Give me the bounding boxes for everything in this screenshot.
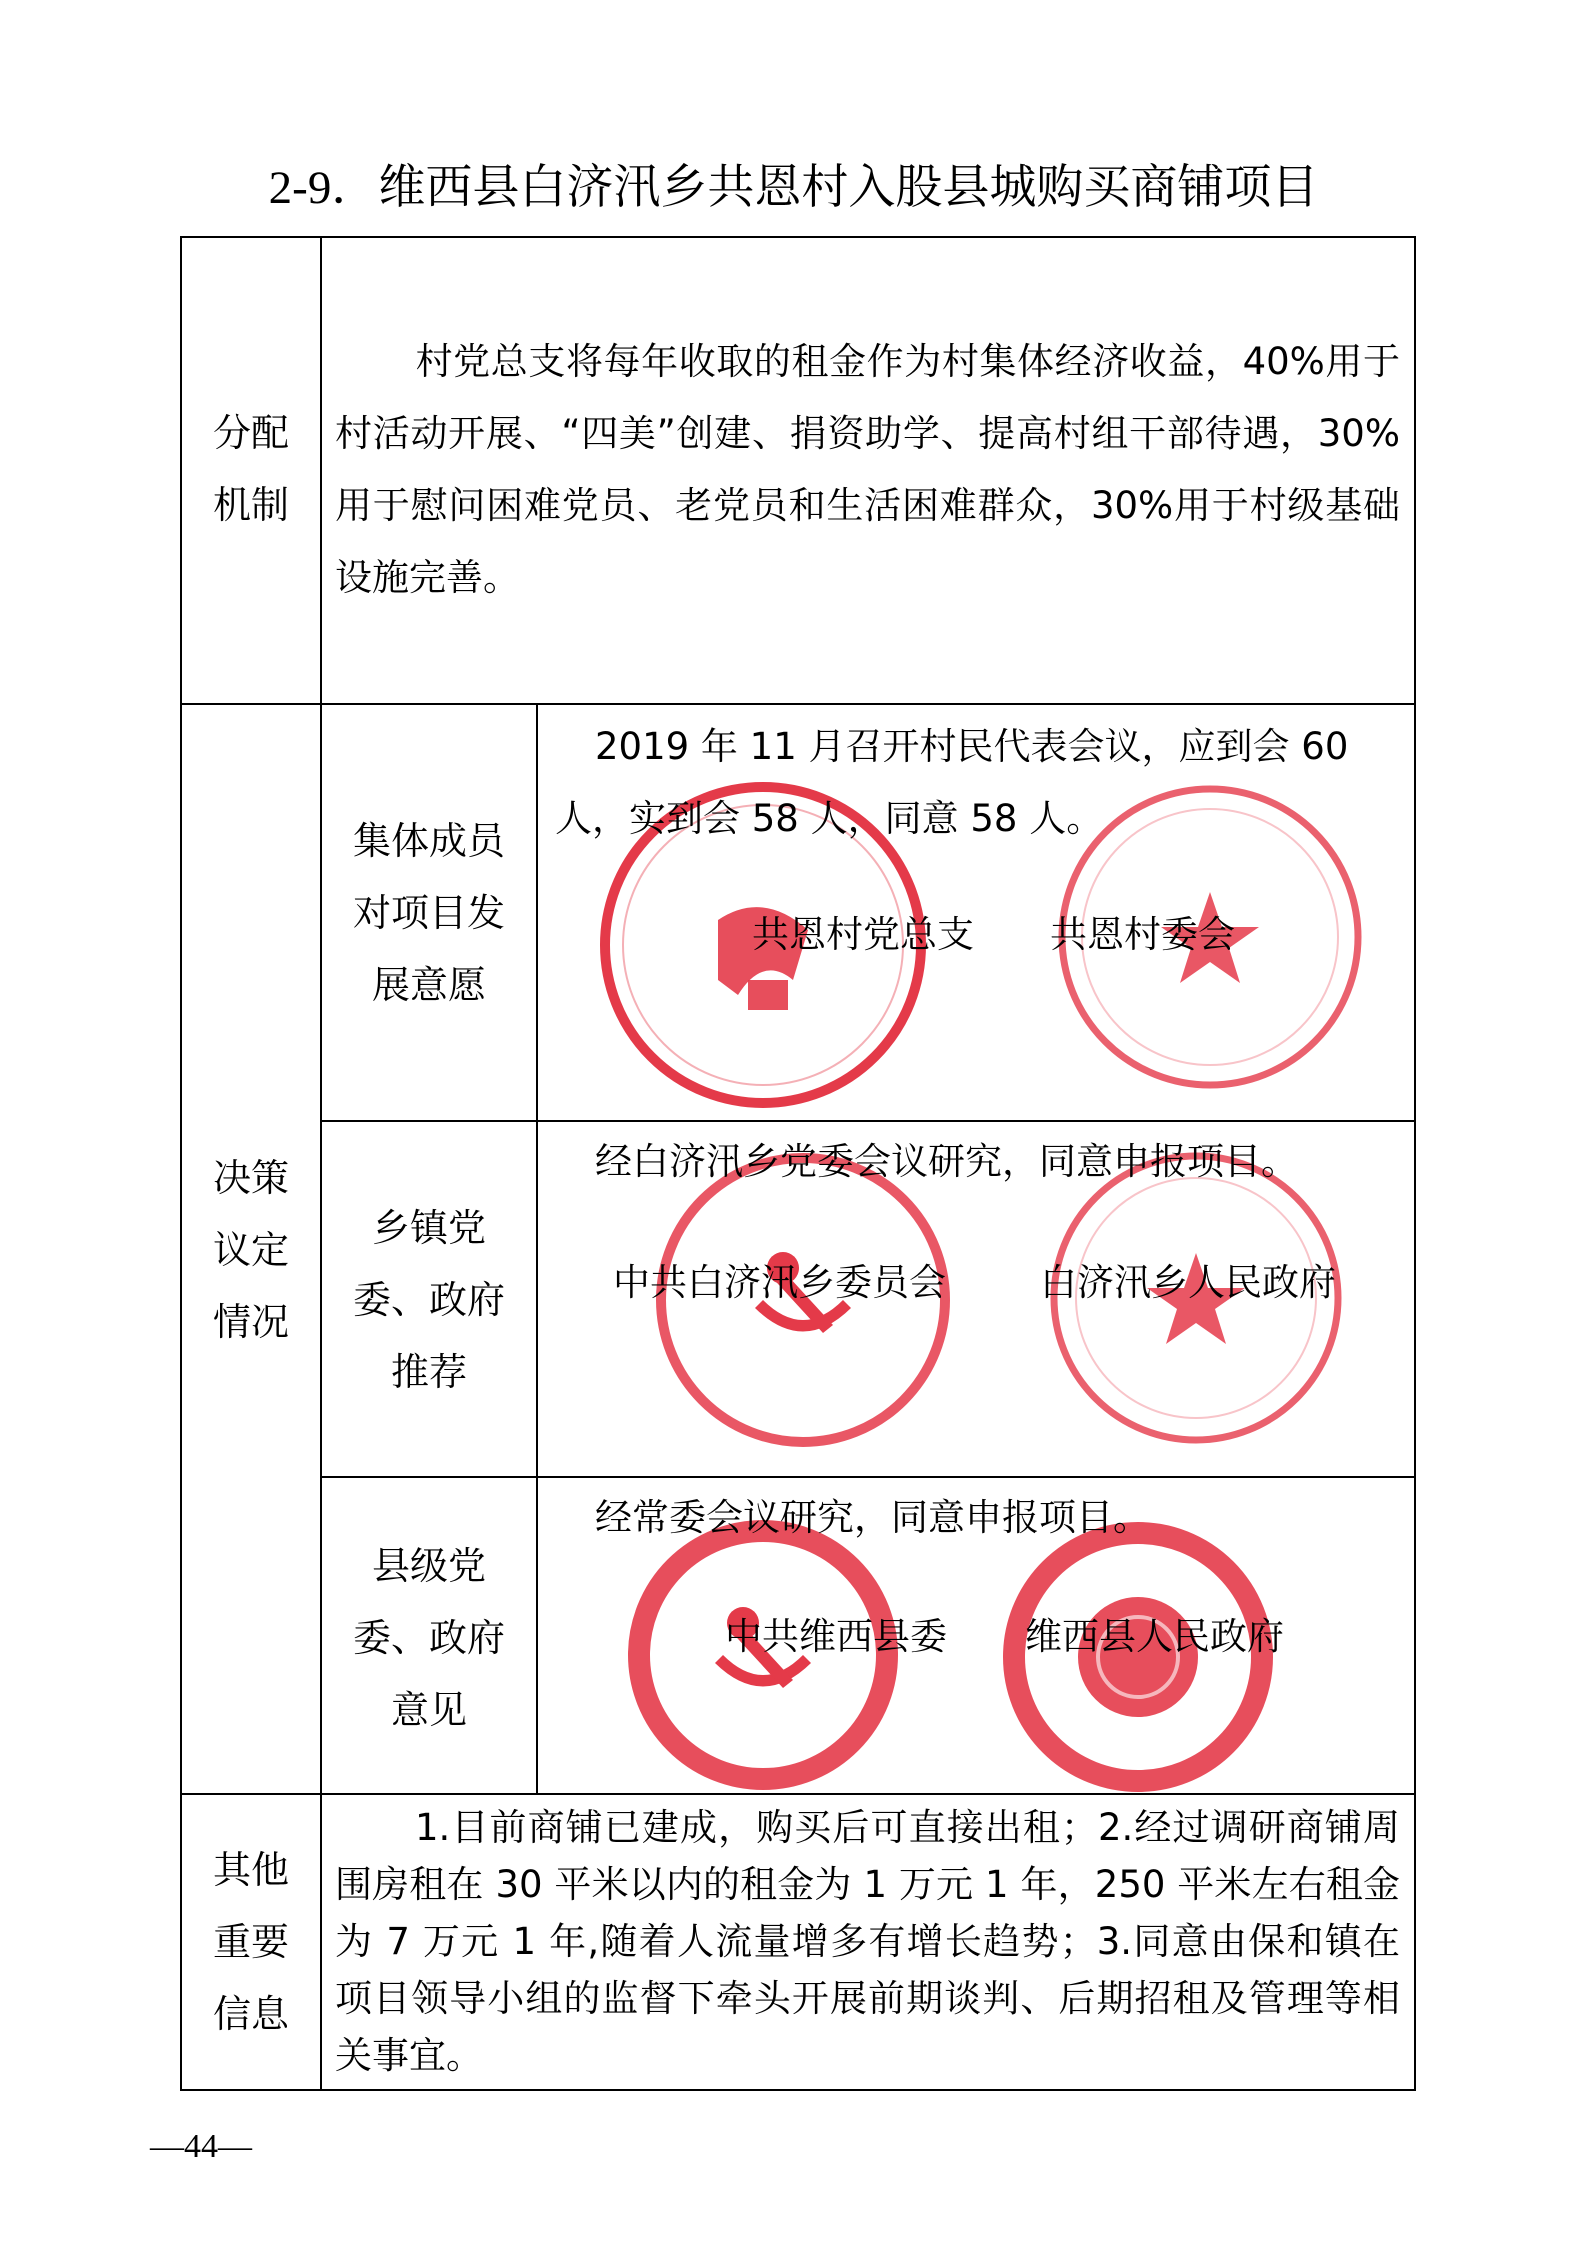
decision-row-1-text: 2019 年 11 月召开村民代表会议，应到会 60 人，实到会 58 人，同意 58 人。 [555, 725, 1349, 840]
decision-row-2-label: 乡镇党 委、政府 推荐 [352, 1206, 505, 1394]
decision-label: 决策 议定 情况 [212, 1156, 289, 1344]
decision-row-3-label: 县级党 委、政府 意见 [352, 1544, 505, 1732]
decision-row-1-label: 集体成员 对项目发 展意愿 [352, 819, 505, 1007]
seal-label-village-committee: 共恩村委会 [1050, 913, 1235, 956]
seal-label-township-government: 白济汛乡人民政府 [1040, 1261, 1336, 1304]
decision-row-2-text: 经白济汛乡党委会议研究，同意申报项目。 [595, 1140, 1298, 1183]
seal-label-county-party: 中共维西县委 [725, 1615, 947, 1658]
distribution-text: 村党总支将每年收取的租金作为村集体经济收益，40%用于村活动开展、“四美”创建、捐资助学、提高村组干部待遇，30%用于慰问困难党员、老党员和生活困难群众，30%用于村级基础设施完善。 [335, 340, 1400, 599]
page-title [0, 158, 1587, 218]
seal-label-party-branch: 共恩村党总支 [752, 913, 974, 956]
title-number: 2-9． [268, 162, 379, 214]
distribution-label: 分配 机制 [212, 411, 289, 527]
other-info-label: 其他 重要 信息 [212, 1848, 289, 2036]
seal-label-county-government: 维西县人民政府 [1025, 1615, 1284, 1658]
page-number: —44— [150, 2128, 252, 2165]
other-info-text: 1.目前商铺已建成，购买后可直接出租；2.经过调研商铺周围房租在 30 平米以内的租金为 1 万元 1 年，250 平米左右租金为 7 万元 1 年,随着人流量增多有增长趋势；3.同意由保和镇在项目领导小组的监督下牵头开展前期谈判、后期招租及管理等相关事宜。 [335, 1806, 1400, 2077]
title-text: 维西县白济汛乡共恩村入股县城购买商铺项目 [378, 160, 1319, 215]
decision-row-3-text: 经常委会议研究，同意申报项目。 [595, 1496, 1150, 1539]
seal-label-township-party: 中共白济汛乡委员会 [613, 1261, 946, 1304]
